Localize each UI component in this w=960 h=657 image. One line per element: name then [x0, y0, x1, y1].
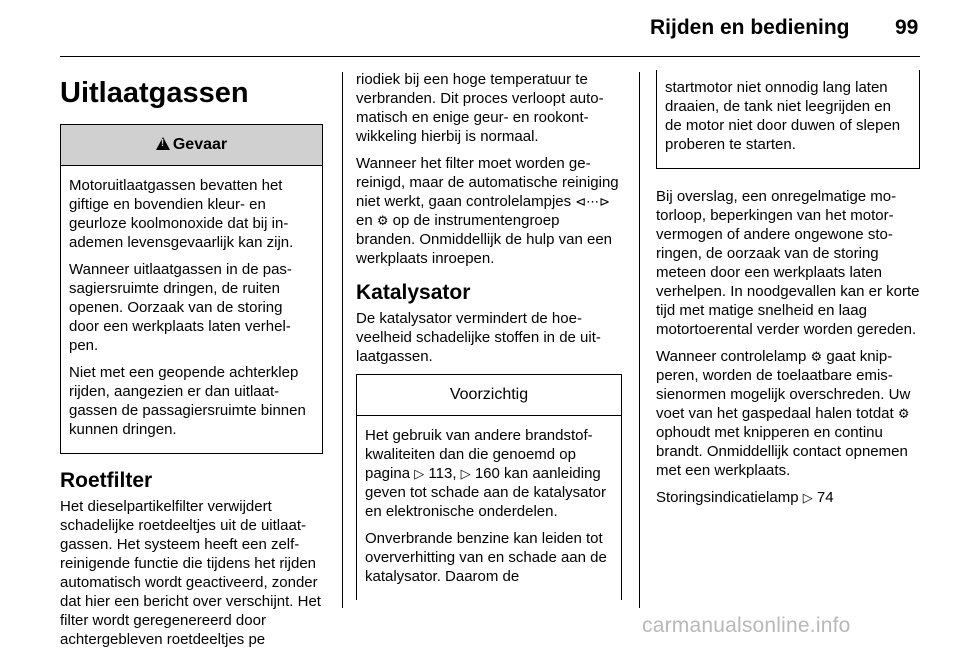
- header-rule: [60, 56, 920, 57]
- warning-box-header: [61, 125, 322, 166]
- caution-paragraph-continued: startmotor niet onnodig lang laten draaien, de tank niet leegrijden en de motor niet door duwen of slepen proberen te starten.: [665, 79, 901, 153]
- watermark: carmanualsonline.info: [642, 614, 851, 637]
- page-number: 99: [895, 16, 919, 39]
- subsection-title-roetfilter: Roetfilter: [60, 469, 153, 492]
- katalysator-paragraph: De katalysator vermindert de hoeveelheid schadelijke stoffen in de uitlaatgassen.: [356, 310, 601, 365]
- page-ref[interactable]: 113: [428, 465, 453, 482]
- warning-paragraph: Niet met een geopende achterklep rijden, aangezien er dan uitlaatgassen de passagiersruimte binnen kunnen dringen.: [69, 364, 306, 438]
- caution-paragraph: Het gebruik van andere brandstofkwaliteiten dan die genoemd op pagina ▷ 113, ▷ 160 kan aanleiding geven tot schade aan de katalysator en elektronische onderdelen.: [365, 427, 606, 520]
- column-2: [356, 70, 622, 600]
- column-divider-2: [639, 72, 640, 608]
- warning-paragraph: Wanneer uitlaatgassen in de passagiersruimte dringen, de ruiten openen. Oorzaak van de storing door een werkplaats laten verhelpen.: [69, 261, 292, 354]
- page-ref[interactable]: 74: [816, 489, 834, 506]
- caution-box: [356, 374, 622, 600]
- column-3: [656, 70, 920, 515]
- check-engine-icon: ⚙: [810, 349, 823, 364]
- page-ref[interactable]: 160: [474, 465, 500, 482]
- warning-box-title: Gevaar: [172, 136, 228, 153]
- caution-box-header: Voorzichtig: [357, 375, 621, 416]
- column-1: [60, 70, 323, 657]
- roetfilter-paragraph-continued: riodiek bij een hoge temperatuur te verbranden. Dit proces verloopt automatisch en enige geur- en rookontwikkeling hierbij is normaal.: [356, 71, 604, 145]
- section-title-katalysator: Katalysator: [356, 281, 471, 304]
- warning-paragraph: Motoruitlaatgassen bevatten het giftige en bovendien kleur- en geurloze koolmonoxide dat bij inademen levensgevaarlijk kan zijn.: [69, 177, 294, 251]
- warning-triangle-icon: [156, 137, 170, 150]
- check-engine-icon: ⚙: [376, 213, 389, 228]
- warning-box-body: [61, 166, 322, 453]
- malfunction-paragraph: Bij overslag, een onregelmatige motorloop, beperkingen van het motorvermogen of andere ongewone storingen, de oorzaak van de storing meteen door een werkplaats laten verhelpen. In noodgevallen kan er korte tijd met matige snelheid en laag motortoerental verder worden gereden.: [656, 188, 920, 338]
- caution-box-body-continued: [657, 70, 919, 168]
- engine-lamp-paragraph: Wanneer controlelamp ⚙ gaat knipperen, worden de toelaatbare emissienormen mogelijk overschreden. Uw voet van het gaspedaal halen totdat ⚙ ophoudt met knipperen en continu brandt. Onmiddellijk contact opnemen met een werkplaats.: [656, 348, 911, 479]
- warning-box: [60, 124, 323, 454]
- indicator-lamp-reference: Storingsindicatielamp ▷ 74: [656, 489, 834, 506]
- page-header-title: Rijden en bediening: [650, 16, 850, 39]
- column-divider-1: [342, 72, 343, 608]
- page-ref-arrow-icon: ▷: [460, 466, 471, 481]
- cleaning-paragraph: Wanneer het filter moet worden gereinigd, maar de automatische reiniging niet werkt, gaan controlelampjes ⊲⋯⊳ en ⚙ op de instrumentengroep branden. Onmiddellijk de hulp van een werkplaats inroepen.: [356, 155, 619, 267]
- page-ref-arrow-icon: ▷: [414, 466, 425, 481]
- caution-paragraph: Onverbrande benzine kan leiden tot oververhitting van en schade aan de katalysator. Daarom de: [365, 530, 607, 585]
- caution-box-body: [357, 416, 621, 600]
- caution-box-continued: [656, 70, 920, 169]
- section-title-uitlaatgassen: Uitlaatgassen: [60, 77, 249, 109]
- check-engine-icon: ⚙: [897, 406, 910, 421]
- page-ref-arrow-icon: ▷: [802, 490, 813, 505]
- roetfilter-paragraph: Het dieselpartikelfilter verwijdert schadelijke roetdeeltjes uit de uitlaatgassen. Het systeem heeft een zelfreinigende functie die tijdens het rijden automatisch wordt geactiveerd, zonder dat hier een bericht over verschijnt. Het filter wordt geregenereerd door achtergebleven roetdeeltjes pe: [60, 498, 321, 648]
- diesel-particle-filter-icon: ⊲⋯⊳: [575, 194, 611, 209]
